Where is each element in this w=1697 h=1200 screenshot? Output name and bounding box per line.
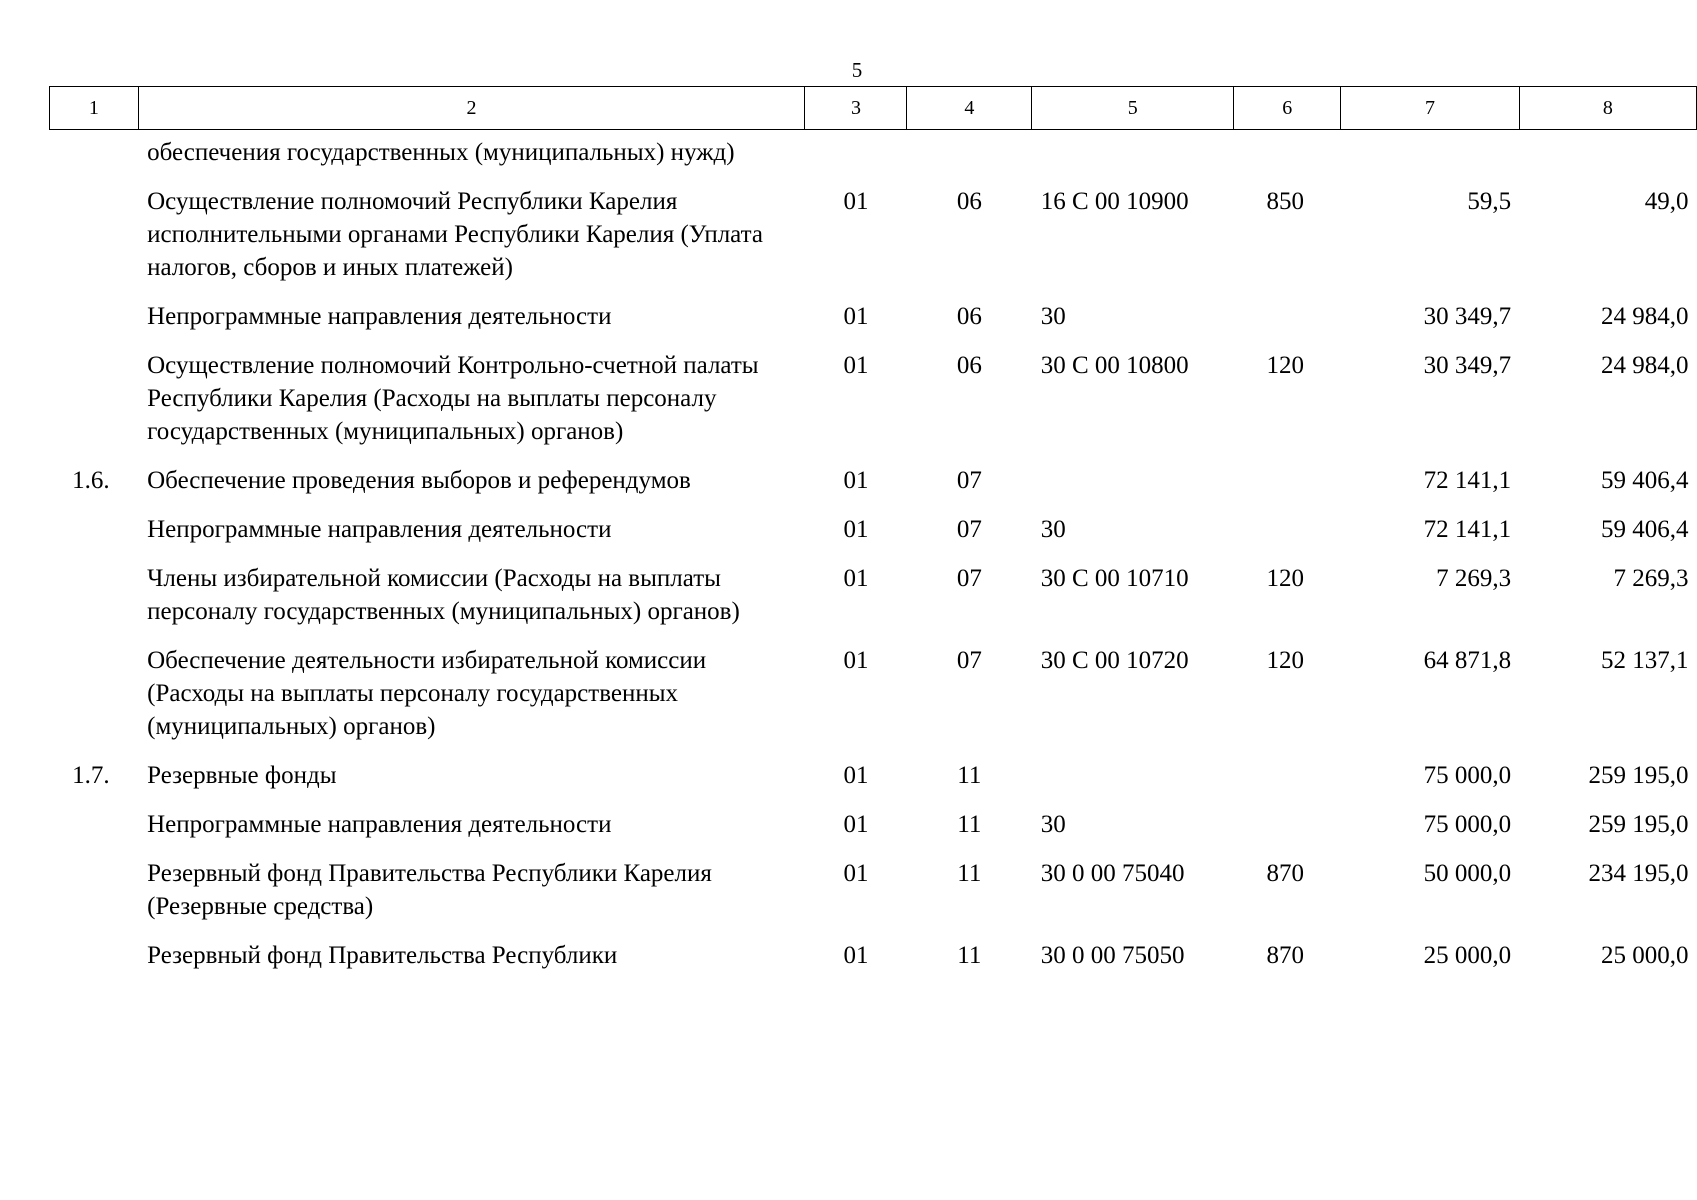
row-amount-1: 64 871,8 <box>1423 647 1512 674</box>
row-expense-type <box>1234 300 1341 349</box>
row-section-code: 01 <box>843 811 869 838</box>
table-row <box>50 130 1697 186</box>
row-name: Непрограммные направления деятельности <box>147 303 612 330</box>
row-amount-1: 50 000,0 <box>1423 860 1512 887</box>
row-target-article: 30 С 00 10720 <box>1040 647 1189 674</box>
row-amount-2 <box>1519 130 1696 186</box>
table-row <box>50 513 1697 562</box>
row-expense-type <box>1234 130 1341 186</box>
row-amount-1: 30 349,7 <box>1423 352 1512 379</box>
row-section-code: 01 <box>843 303 869 330</box>
row-amount-1: 75 000,0 <box>1423 762 1512 789</box>
row-target-article: 30 0 00 75050 <box>1040 942 1185 969</box>
row-section-code: 01 <box>843 647 869 674</box>
row-name: Непрограммные направления деятельности <box>147 516 612 543</box>
row-name: обеспечения государственных (муниципальных) нужд) <box>147 139 735 166</box>
row-number <box>50 349 139 464</box>
row-amount-2: 259 195,0 <box>1588 811 1689 838</box>
header-cell-8: 8 <box>1519 87 1696 130</box>
table-row <box>50 644 1697 759</box>
row-amount-1: 59,5 <box>1467 188 1512 215</box>
row-section-code <box>805 130 907 186</box>
row-amount-2: 7 269,3 <box>1613 565 1689 592</box>
row-name: Осуществление полномочий Республики Карелия исполнительными органами Республики Карелия (Уплата налогов, сборов и иных платежей) <box>147 188 763 281</box>
row-name: Члены избирательной комиссии (Расходы на выплаты персоналу государственных (муниципальных) органов) <box>147 565 740 625</box>
table-row <box>50 464 1697 513</box>
row-number <box>50 185 139 300</box>
row-subsection-code: 07 <box>956 647 982 674</box>
header-cell-1: 1 <box>50 87 139 130</box>
row-expense-type <box>1234 464 1341 513</box>
row-target-article: 16 С 00 10900 <box>1040 188 1189 215</box>
row-target-article: 30 С 00 10710 <box>1040 565 1189 592</box>
row-subsection-code: 11 <box>957 860 982 887</box>
table-row <box>50 300 1697 349</box>
row-amount-1: 30 349,7 <box>1423 303 1512 330</box>
row-number <box>50 300 139 349</box>
row-number <box>50 562 139 644</box>
row-subsection-code <box>907 130 1032 186</box>
row-number: 1.7. <box>72 762 110 789</box>
row-amount-2: 59 406,4 <box>1601 467 1689 494</box>
row-expense-type: 850 <box>1266 188 1305 215</box>
table-header <box>50 87 1697 130</box>
row-section-code: 01 <box>843 188 869 215</box>
header-row <box>50 87 1697 130</box>
row-amount-2: 59 406,4 <box>1601 516 1689 543</box>
row-number: 1.6. <box>72 467 110 494</box>
row-number <box>50 130 139 186</box>
row-amount-2: 234 195,0 <box>1588 860 1689 887</box>
row-target-article <box>1032 130 1234 186</box>
row-amount-2: 24 984,0 <box>1601 303 1689 330</box>
row-section-code: 01 <box>843 352 869 379</box>
row-subsection-code: 11 <box>957 762 982 789</box>
row-target-article <box>1032 759 1234 808</box>
header-cell-7: 7 <box>1341 87 1519 130</box>
table-row <box>50 185 1697 300</box>
table-row <box>50 808 1697 857</box>
row-section-code: 01 <box>843 565 869 592</box>
row-expense-type <box>1234 808 1341 857</box>
row-target-article <box>1032 464 1234 513</box>
row-subsection-code: 07 <box>956 467 982 494</box>
row-number <box>50 939 139 988</box>
row-amount-1: 72 141,1 <box>1423 516 1512 543</box>
row-name: Обеспечение деятельности избирательной комиссии (Расходы на выплаты персоналу государственных (муниципальных) органов) <box>147 647 707 740</box>
row-section-code: 01 <box>843 762 869 789</box>
header-cell-3: 3 <box>805 87 907 130</box>
header-cell-4: 4 <box>907 87 1032 130</box>
row-name: Непрограммные направления деятельности <box>147 811 612 838</box>
row-expense-type: 120 <box>1266 565 1305 592</box>
row-subsection-code: 11 <box>957 811 982 838</box>
row-subsection-code: 06 <box>956 352 982 379</box>
row-number <box>50 857 139 939</box>
table-body <box>50 130 1697 989</box>
row-target-article: 30 <box>1040 516 1066 543</box>
page-number: 5 <box>851 58 863 82</box>
row-number <box>50 808 139 857</box>
row-target-article: 30 <box>1040 811 1066 838</box>
row-section-code: 01 <box>843 516 869 543</box>
table-row <box>50 759 1697 808</box>
header-cell-5: 5 <box>1032 87 1234 130</box>
row-subsection-code: 07 <box>956 516 982 543</box>
row-name: Осуществление полномочий Контрольно-счетной палаты Республики Карелия (Расходы на выплаты персоналу государственных (муниципальных) органов) <box>147 352 759 445</box>
row-amount-1: 25 000,0 <box>1423 942 1512 969</box>
table-row <box>50 349 1697 464</box>
row-expense-type: 870 <box>1266 860 1305 887</box>
row-section-code: 01 <box>843 860 869 887</box>
row-section-code: 01 <box>843 942 869 969</box>
row-section-code: 01 <box>843 467 869 494</box>
row-amount-2: 49,0 <box>1644 188 1689 215</box>
row-expense-type <box>1234 513 1341 562</box>
row-target-article: 30 С 00 10800 <box>1040 352 1189 379</box>
row-amount-2: 25 000,0 <box>1601 942 1689 969</box>
row-expense-type: 870 <box>1266 942 1305 969</box>
row-amount-2: 259 195,0 <box>1588 762 1689 789</box>
row-number <box>50 644 139 759</box>
header-cell-6: 6 <box>1234 87 1341 130</box>
row-target-article: 30 0 00 75040 <box>1040 860 1185 887</box>
budget-table <box>49 86 1697 988</box>
row-name: Обеспечение проведения выборов и референдумов <box>147 467 691 494</box>
table-row <box>50 562 1697 644</box>
row-subsection-code: 06 <box>956 303 982 330</box>
row-amount-2: 52 137,1 <box>1601 647 1689 674</box>
row-subsection-code: 07 <box>956 565 982 592</box>
row-amount-1: 75 000,0 <box>1423 811 1512 838</box>
row-expense-type <box>1234 759 1341 808</box>
row-number <box>50 513 139 562</box>
row-amount-2: 24 984,0 <box>1601 352 1689 379</box>
row-name: Резервные фонды <box>147 762 337 789</box>
row-amount-1 <box>1341 130 1519 186</box>
row-expense-type: 120 <box>1266 647 1305 674</box>
row-amount-1: 72 141,1 <box>1423 467 1512 494</box>
row-subsection-code: 11 <box>957 942 982 969</box>
row-name: Резервный фонд Правительства Республики <box>147 942 618 969</box>
row-amount-1: 7 269,3 <box>1436 565 1512 592</box>
row-target-article: 30 <box>1040 303 1066 330</box>
header-cell-2: 2 <box>138 87 805 130</box>
table-row <box>50 857 1697 939</box>
table-row <box>50 939 1697 988</box>
row-name: Резервный фонд Правительства Республики Карелия (Резервные средства) <box>147 860 712 920</box>
row-subsection-code: 06 <box>956 188 982 215</box>
row-expense-type: 120 <box>1266 352 1305 379</box>
